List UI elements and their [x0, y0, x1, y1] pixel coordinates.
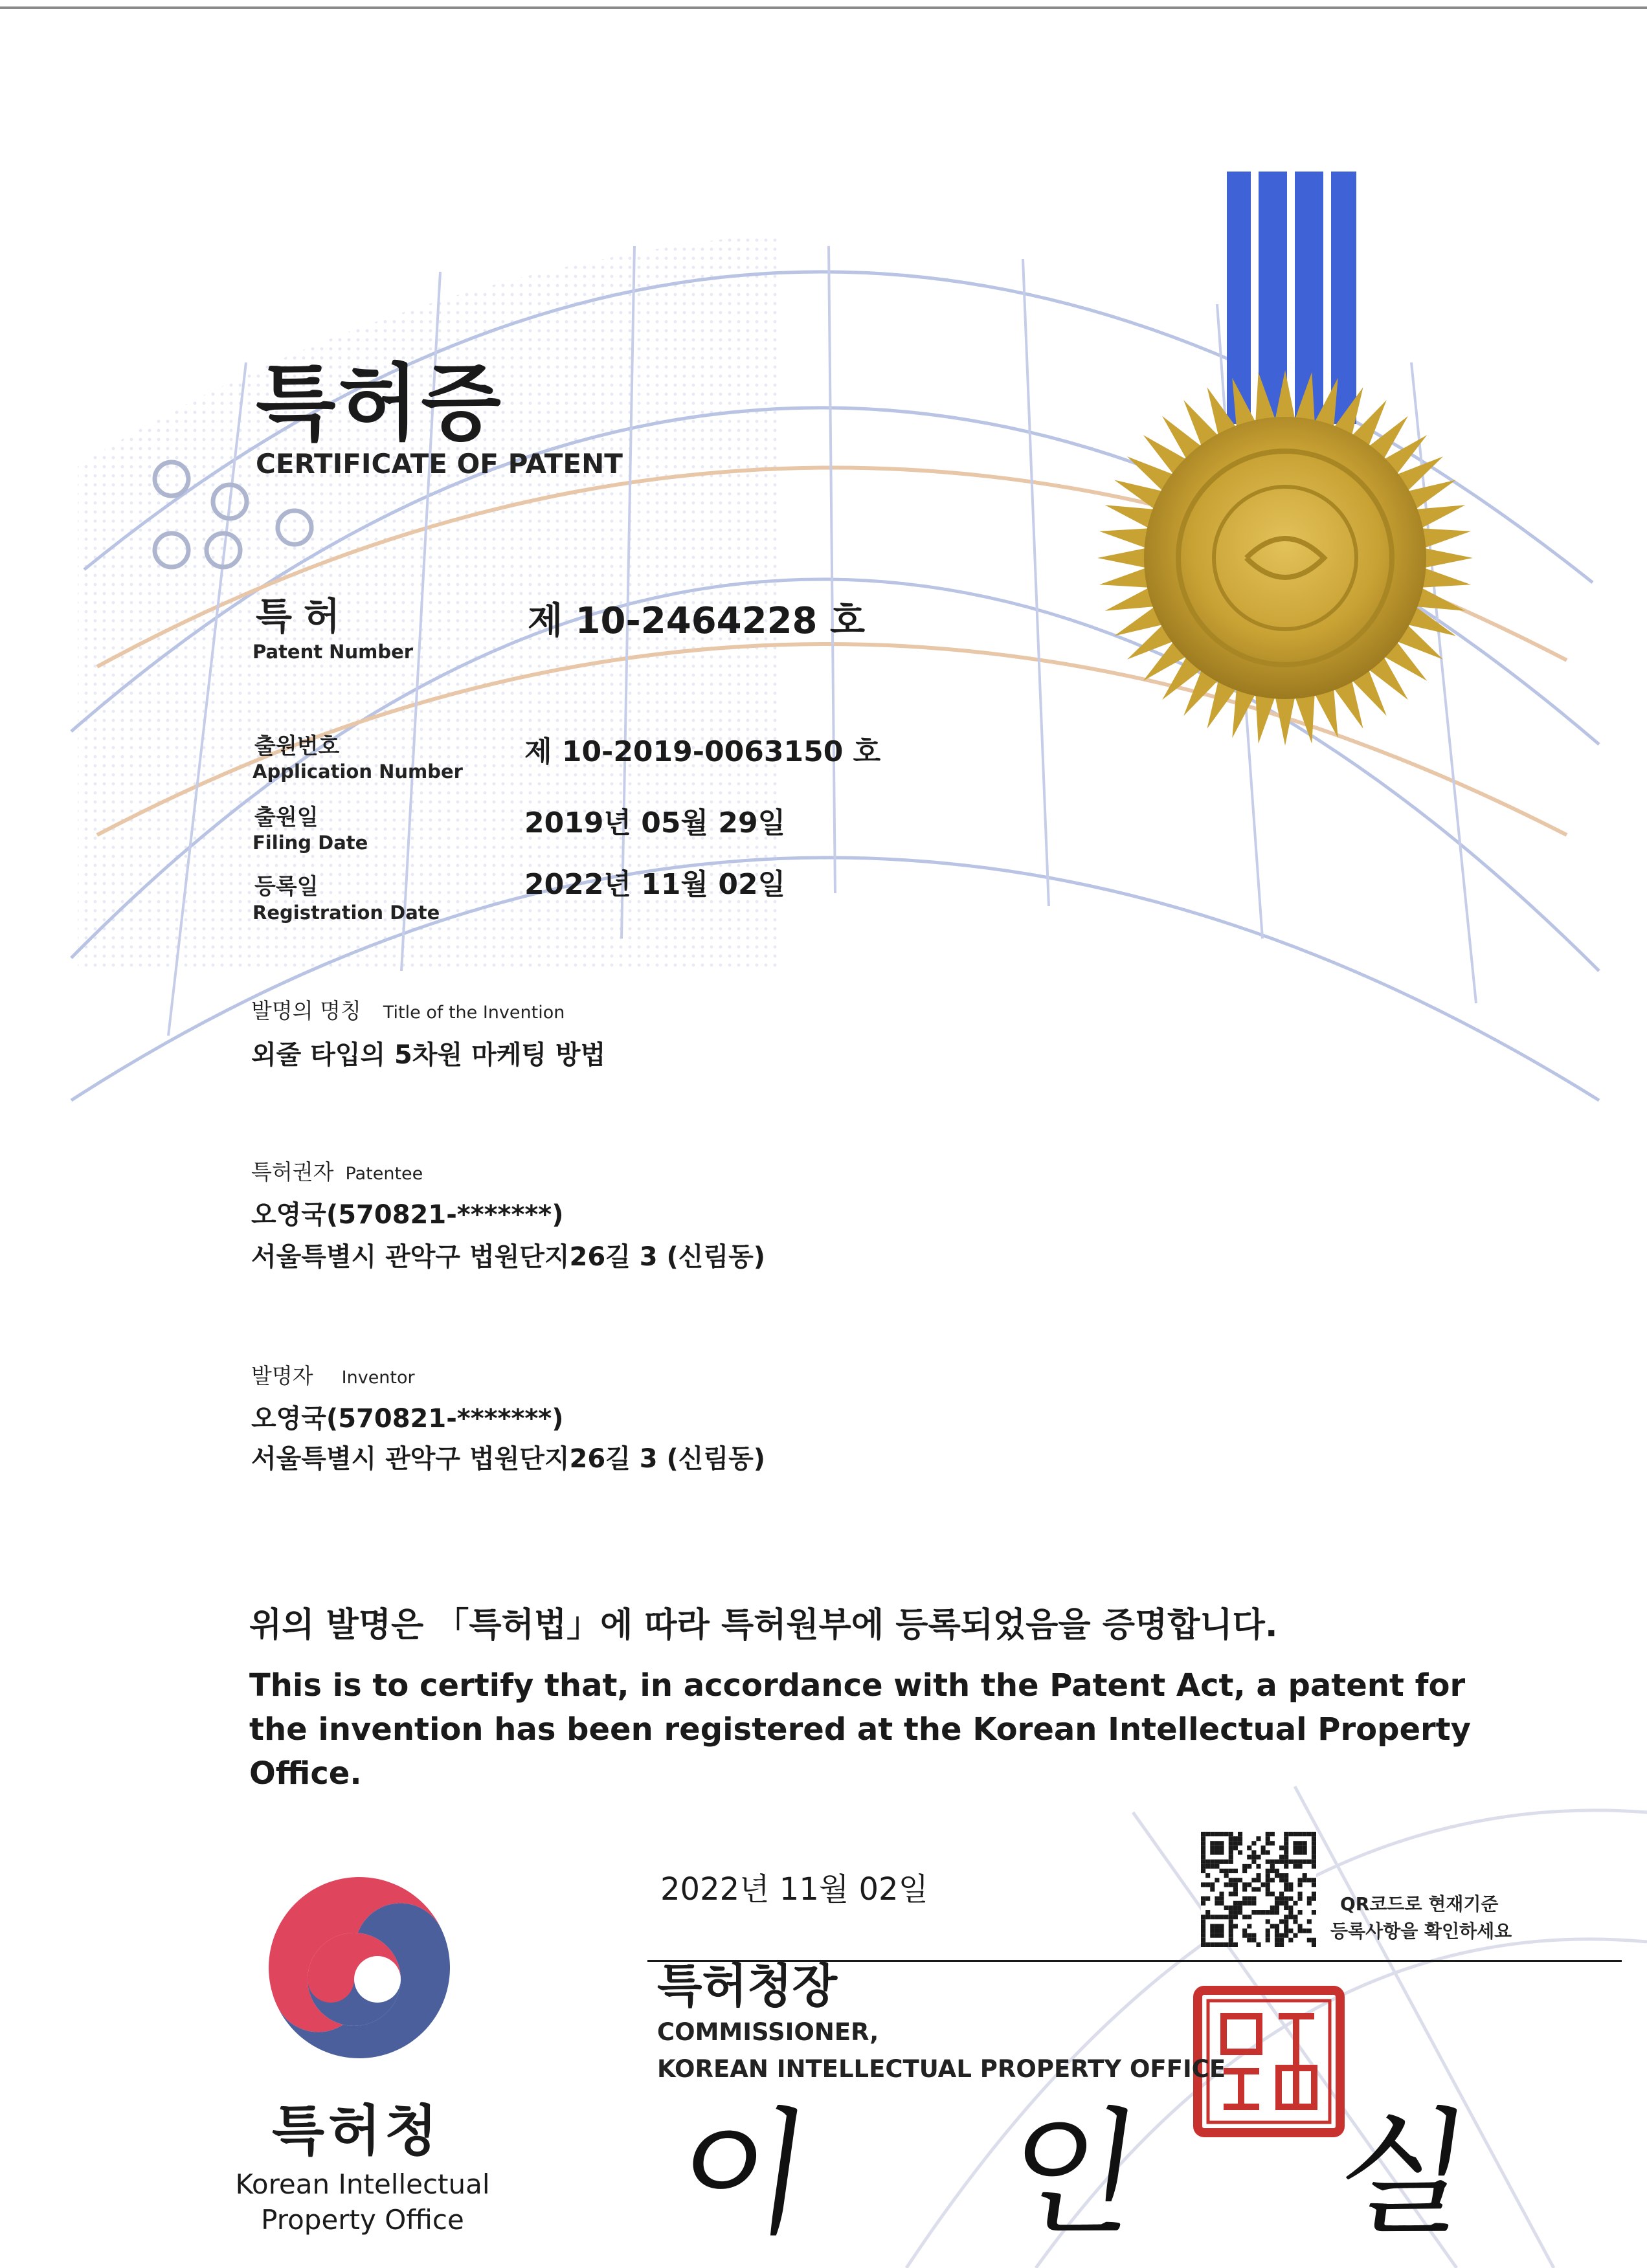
invention-label-row	[251, 994, 565, 1025]
patentee-address: 서울특별시 관악구 법원단지26길 3 (신림동)	[251, 1242, 766, 1272]
inventor-address: 서울특별시 관악구 법원단지26길 3 (신림동)	[251, 1444, 766, 1474]
certification-statement-korean: 위의 발명은 「특허법」에 따라 특허원부에 등록되었음을 증명합니다.	[249, 1606, 1278, 1645]
invention-label-korean: 발명의 명칭	[251, 998, 361, 1023]
certificate-title-korean: 특허증	[256, 355, 504, 452]
patentee-label-row	[251, 1155, 423, 1186]
commissioner-signature: 이 인 실	[667, 2095, 1558, 2253]
qr-code-icon	[1201, 1832, 1316, 1947]
patent-number-label-korean: 특허	[256, 594, 352, 638]
inventor-label-english: Inventor	[341, 1368, 415, 1388]
invention-title: 외줄 타입의 5차원 마케팅 방법	[251, 1040, 606, 1070]
inventor-name: 오영국(570821-*******)	[251, 1404, 564, 1434]
inventor-label-korean: 발명자	[251, 1363, 313, 1388]
patentee-name: 오영국(570821-*******)	[251, 1200, 564, 1230]
inventor-label-row	[251, 1359, 415, 1390]
qr-note-line2: 등록사항을 확인하세요	[1330, 1920, 1512, 1942]
issue-date: 2022년 11월 02일	[660, 1871, 928, 1907]
certificate-title-english: CERTIFICATE OF PATENT	[256, 448, 623, 480]
filing-date-value: 2019년 05월 29일	[524, 806, 786, 839]
taegeuk-logo-icon	[239, 1847, 480, 2088]
patent-number-value: 제 10-2464228 호	[528, 600, 866, 642]
qr-note-line1: QR코드로 현재기준	[1340, 1893, 1499, 1915]
registration-date-value: 2022년 11월 02일	[524, 868, 786, 901]
filing-date-label-korean: 출원일	[254, 805, 319, 830]
office-name-korean: 특허청	[272, 2099, 442, 2162]
filing-date-label-english: Filing Date	[252, 832, 368, 854]
application-number-value: 제 10-2019-0063150 호	[524, 735, 881, 768]
certification-statement-english: This is to certify that, in accordance with the Patent Act, a patent for the invention has been registered at the Korean Intellectual Property Office.	[249, 1667, 1471, 1792]
invention-label-english: Title of the Invention	[383, 1003, 565, 1023]
patentee-label-english: Patentee	[345, 1164, 423, 1184]
registration-date-label-korean: 등록일	[254, 874, 319, 900]
application-number-label-korean: 출원번호	[254, 733, 340, 759]
application-number-label-english: Application Number	[252, 761, 463, 783]
office-name-english-line1: Korean Intellectual	[235, 2168, 490, 2200]
commissioner-title-korean: 특허청장	[657, 1959, 838, 2013]
commissioner-title-english-line2: KOREAN INTELLECTUAL PROPERTY OFFICE	[657, 2055, 1226, 2083]
office-name-english-line2: Property Office	[261, 2204, 464, 2236]
registration-date-label-english: Registration Date	[252, 902, 440, 924]
patent-number-label-english: Patent Number	[252, 641, 414, 663]
patentee-label-korean: 특허권자	[251, 1159, 334, 1184]
commissioner-title-english-line1: COMMISSIONER,	[657, 2018, 879, 2046]
